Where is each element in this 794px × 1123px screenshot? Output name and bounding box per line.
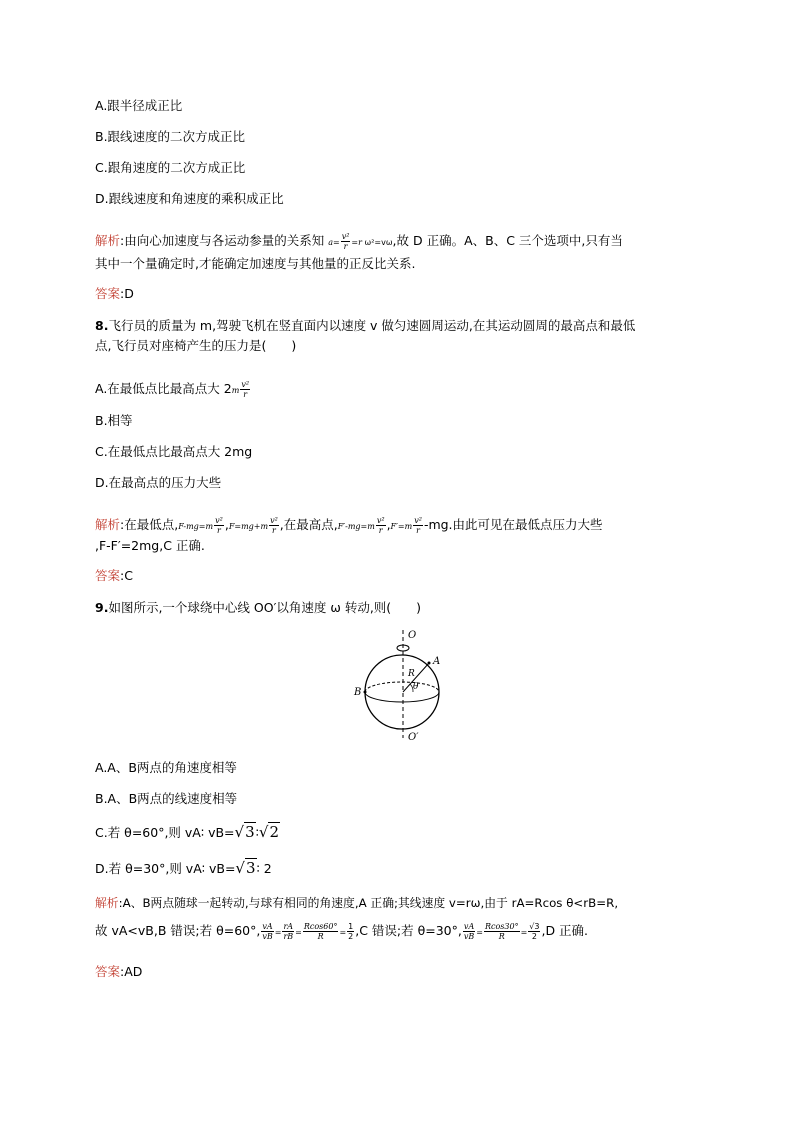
q7-explanation-line2: 其中一个量确定时,才能确定加速度与其他量的正反比关系. xyxy=(95,256,416,271)
point-b-dot xyxy=(364,691,367,694)
sphere-rotation-figure xyxy=(350,626,450,744)
q9-explanation-line1: 解析:A、B两点随球一起转动,与球有相同的角速度,A 正确;其线速度 v=rω,由于 rA=Rcos θ<rB=R, xyxy=(95,896,619,910)
fraction: $\frac{Rcos60^\circ}{R}$ xyxy=(303,922,338,941)
explanation-label: 解析 xyxy=(95,233,121,248)
equator-back xyxy=(365,682,439,692)
q8-option-c: C.在最低点比最高点大 2mg xyxy=(95,444,253,459)
q8-answer: 答案:C xyxy=(95,568,133,583)
fraction: $\frac{\text{v²}}{r}$ xyxy=(414,516,422,535)
q8-stem-line2: 点,飞行员对座椅产生的压力是( ) xyxy=(95,338,297,353)
fraction: $\frac{Rcos30^\circ}{R}$ xyxy=(484,922,519,941)
q8-option-d: D.在最高点的压力大些 xyxy=(95,475,222,490)
q7-answer: 答案:D xyxy=(95,286,134,301)
explanation-label: 解析 xyxy=(95,517,121,532)
sqrt-3: √3 xyxy=(235,859,256,877)
q9-option-b: B.A、B两点的线速度相等 xyxy=(95,791,238,806)
q7-option-d: D.跟线速度和角速度的乘积成正比 xyxy=(95,191,284,206)
q9-option-c: C.若 θ=60°,则 vA∶ vB=√3∶√2 xyxy=(95,823,280,841)
fraction: $\frac{\text{v²}}{r}$ xyxy=(215,516,223,535)
fraction: $\frac{\text{v²}}{r}$ xyxy=(241,380,250,399)
q7-explanation-line1: 解析:由向心加速度与各运动参量的关系知 a= $\frac{\text{v²}}{r}$ =r ω²=vω,故 D 正确。A、B、C 三个选项中,只有当 xyxy=(95,232,623,251)
label-o: O xyxy=(408,630,417,641)
explanation-label: 解析 xyxy=(95,896,119,910)
answer-label: 答案 xyxy=(95,568,121,583)
q9-stem: 9.如图所示,一个球绕中心线 OO′以角速度 ω 转动,则( ) xyxy=(95,600,422,615)
q9-answer: 答案:AD xyxy=(95,964,143,979)
q8-option-b: B.相等 xyxy=(95,413,133,428)
q7-option-a: A.跟半径成正比 xyxy=(95,98,183,113)
fraction: $\frac{\text{v²}}{r}$ xyxy=(376,516,385,535)
answer-label: 答案 xyxy=(95,286,121,301)
label-o-prime: O′ xyxy=(408,732,419,743)
sqrt-2: √2 xyxy=(258,823,280,841)
label-b: B xyxy=(354,687,362,698)
q9-option-d: D.若 θ=30°,则 vA∶ vB=√3∶ 2 xyxy=(95,859,272,877)
label-r: R xyxy=(408,669,415,679)
point-a-dot xyxy=(428,662,431,665)
q9-option-a: A.A、B两点的角速度相等 xyxy=(95,760,237,775)
fraction: $\frac{vA}{vB}$ xyxy=(262,922,273,941)
question-number: 8. xyxy=(95,318,109,333)
q7-option-c: C.跟角速度的二次方成正比 xyxy=(95,160,246,175)
q8-stem-line1: 8.飞行员的质量为 m,驾驶飞机在竖直面内以速度 v 做匀速圆周运动,在其运动圆周的最高点和最低 xyxy=(95,318,636,333)
question-number: 9. xyxy=(95,600,109,615)
q9-explanation-line2: 故 vA<vB,B 错误;若 θ=60°, $\frac{vA}{vB}$ = $\frac{rA}{rB}$ = $\frac{Rcos60^\circ}{R}$ = $\frac{1}{2}$ ,C 错误;若 θ=30°, $\frac{vA}{vB}$ = $\frac{Rcos30^\circ}{R}$ = $\frac{√3}{2}$ ,D 正确. xyxy=(95,922,589,941)
fraction: $\frac{\text{v²}}{r}$ xyxy=(341,232,350,251)
fraction: $\frac{\text{v²}}{r}$ xyxy=(270,516,278,535)
fraction: $\frac{vA}{vB}$ xyxy=(463,922,475,941)
sqrt-3: √3 xyxy=(234,823,255,841)
sphere-outline xyxy=(365,655,439,729)
q8-explanation-line1: 解析:在最低点,F-mg=m $\frac{\text{v²}}{r}$ ,F=mg+m $\frac{\text{v²}}{r}$ ,在最高点,F′-mg=m $\frac{\text{v²}}{r}$ ,F′=m $\frac{\text{v²}}{r}$ -mg.由此可见在最低点压力大些 xyxy=(95,516,603,535)
fraction: $\frac{rA}{rB}$ xyxy=(283,922,294,941)
q8-option-a: A.在最低点比最高点大 2m $\frac{\text{v²}}{r}$ xyxy=(95,380,250,399)
label-a: A xyxy=(433,656,441,667)
answer-label: 答案 xyxy=(95,964,121,979)
equator-front xyxy=(365,692,439,702)
fraction: $\frac{1}{2}$ xyxy=(348,922,354,941)
q7-option-b: B.跟线速度的二次方成正比 xyxy=(95,129,246,144)
q8-explanation-line2: ,F-F′=2mg,C 正确. xyxy=(95,538,205,553)
label-theta: θ xyxy=(413,682,419,692)
fraction: $\frac{√3}{2}$ xyxy=(529,922,540,941)
